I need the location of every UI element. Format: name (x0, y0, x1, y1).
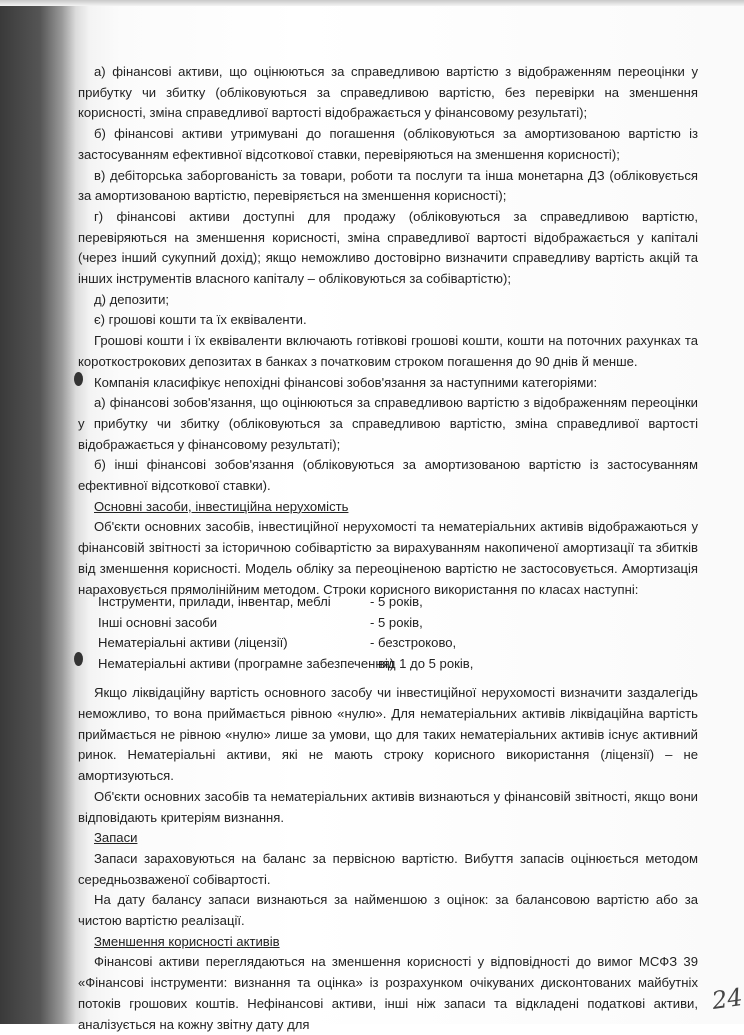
paragraph: б) фінансові активи утримувані до погашення (обліковуються за амортизованою вартістю із застосуванням ефективної відсоткової ставки, перевіряються на зменшення корисності); (78, 126, 698, 162)
paragraph: Об'єкти основних засобів та нематеріальних активів визнаються у фінансовій звітності, якщо вони відповідають критеріям визнання. (78, 788, 698, 825)
asset-class: Інші основні засоби (98, 614, 218, 630)
useful-life: - 5 років, (370, 614, 423, 630)
paragraph: є) грошові кошти та їх еквіваленти. (94, 312, 307, 328)
asset-class: Нематеріальні активи (ліцензії) (98, 635, 288, 651)
paragraph: Компанія класифікує непохідні фінансові зобов'язання за наступними категоріями: (94, 374, 598, 390)
paragraph: в) дебіторська заборгованість за товари, роботи та послуги та інша монетарна ДЗ (обліковується за амортизованою вартістю, перевіряється на зменшення корисності); (78, 167, 698, 204)
paragraph: Якщо ліквідаційну вартість основного засобу чи інвестиційної нерухомості визначити заздалегідь неможливо, то вона приймається рівною «нулю». Для нематеріальних активів ліквідаційна вартість приймається не рівною «нулю» лише за умови, що для таких нематеріальних активів існує активний ринок. Нематеріальні активи, які не мають строку корисного використання (ліцензії) – не амортизуються. (78, 685, 698, 784)
paragraph: Грошові кошти і їх еквіваленти включають готівкові грошові кошти, кошти на поточних рахунках та короткострокових депозитах в банках з початковим строком погашення до 90 днів й менше. (78, 333, 698, 369)
paragraph: г) фінансові активи доступні для продажу (обліковуються за справедливою вартістю, перевіряються на зменшення корисності, зміна справедливої вартості відображається у капіталі (через інший сукупний дохід); якщо неможливо достовірно визначити справедливу вартість акцій та інших інструментів власного капіталу – обліковуються за собівартістю); (78, 208, 698, 287)
asset-class: Інструменти, прилади, інвентар, меблі (98, 594, 331, 609)
paragraph: д) депозити; (94, 291, 170, 307)
useful-life: - 5 років, (370, 594, 423, 609)
section-heading: Основні засоби, інвестиційна нерухомість (94, 498, 349, 514)
document-body (78, 62, 698, 1035)
asset-class: Нематеріальні активи (програмне забезпечення) (98, 656, 395, 672)
useful-life: - безстроково, (370, 635, 457, 651)
paragraph: Фінансові активи переглядаються на зменшення корисності у відповідності до вимог МСФЗ 39 «Фінансові інструменти: визнання та оцінка» із розрахунком очікуваних дисконтованих майбутніх потоків грошових коштів. Нефінансові активи, інші ніж запаси та відкладені податкові активи, аналізується на кожну звітну дату для (78, 954, 698, 1032)
paragraph: Об'єкти основних засобів, інвестиційної нерухомості та нематеріальних активів відображаються у фінансовій звітності за історичною собівартістю за вирахуванням накопиченої амортизації та збитків від зменшення корисності. Модель обліку за переоціненою вартістю не застосовується. Амортизація нараховується прямолінійним методом. Строки корисного використання по класах наступні: (78, 519, 698, 597)
paragraph: а) фінансові активи, що оцінюються за справедливою вартістю з відображенням переоцінки у прибутку чи збитку (обліковуються за справедливою вартістю, без перевірки на зменшення корисності, зміна справедливої вартості відображається у фінансовому результаті); (78, 64, 698, 121)
paragraph: а) фінансові зобов'язання, що оцінюються за справедливою вартістю з відображенням переоцінки у прибутку чи збитку (обліковуються за справедливою вартістю, зміна справедливої вартості відображається у фінансовому результаті); (78, 395, 698, 452)
paragraph: б) інші фінансові зобов'язання (обліковуються за амортизованою вартістю із застосуванням ефективної відсоткової ставки). (78, 457, 698, 494)
page-number: 24 (710, 983, 744, 1015)
paragraph: Запаси зараховуються на баланс за первісною вартістю. Вибуття запасів оцінюється методом середньозваженої собівартості. (78, 850, 698, 887)
section-heading: Запаси (94, 830, 138, 846)
page-top-edge (0, 0, 744, 6)
useful-life: - від 1 до 5 років, (370, 656, 474, 672)
paragraph: На дату балансу запаси визнаються за найменшою з оцінок: за балансовою вартістю або за чистою вартістю реалізації. (78, 892, 698, 929)
section-heading: Зменшення корисності активів (94, 933, 280, 949)
